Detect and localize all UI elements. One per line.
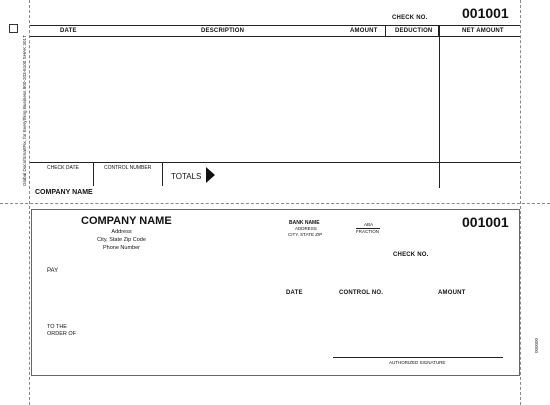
order-of-label: ORDER OF: [47, 331, 77, 337]
check-no-label: CHECK NO.: [393, 252, 429, 258]
side-printer-text: Global Docs/SmartFix, for Everything Business 800-203-6100 SHAK 301T: [22, 35, 27, 186]
bank-city: CITY, STATE ZIP: [288, 232, 323, 237]
check-city-state-zip: City, State Zip Code: [97, 237, 146, 243]
stub-sep-control: [162, 162, 163, 186]
check-phone: Phone Number: [103, 245, 140, 251]
stub-net-column-divider: [439, 25, 440, 188]
bank-address: ADDRESS: [295, 226, 317, 231]
to-the-label: TO THE: [47, 324, 67, 330]
reorder-checkbox[interactable]: [9, 24, 18, 33]
check-address: Address: [111, 229, 132, 235]
check-date-label: DATE: [286, 290, 303, 296]
stub-header-bottom-line: [30, 36, 520, 37]
stub-col-date: DATE: [60, 28, 77, 34]
stub-sep-1: [385, 25, 386, 36]
stub-company-name: COMPANY NAME: [35, 189, 93, 196]
stub-control-number-label: CONTROL NUMBER: [104, 165, 152, 171]
stub-col-amount: AMOUNT: [350, 28, 378, 34]
totals-arrow-icon: [206, 167, 215, 183]
stub-check-date-label: CHECK DATE: [47, 165, 79, 171]
check-control-no-label: CONTROL NO.: [339, 290, 384, 296]
tear-line: [0, 203, 550, 204]
aba-label: ABA: [364, 222, 374, 227]
check-company-name: COMPANY NAME: [81, 215, 172, 227]
stub-col-net-amount: NET AMOUNT: [462, 28, 504, 34]
micr-number: 000000: [534, 338, 539, 354]
stub-totals-line: [30, 162, 520, 163]
stub-sep-check-date: [93, 162, 94, 186]
pay-label: PAY: [47, 268, 59, 274]
signature-line: [333, 357, 503, 358]
fraction-label: FRACTION: [356, 229, 379, 234]
stub-check-no-label: CHECK NO.: [392, 15, 428, 21]
stub-header-top-line: [30, 25, 520, 26]
stub-col-description: DESCRIPTION: [201, 28, 245, 34]
stub-col-deduction: DEDUCTION: [395, 28, 433, 34]
stub-totals-label: TOTALS: [171, 172, 202, 181]
check-number: 001001: [462, 214, 509, 230]
check-amount-label: AMOUNT: [438, 290, 466, 296]
signature-label: AUTHORIZED SIGNATURE: [389, 360, 446, 365]
stub-check-number: 001001: [462, 5, 509, 21]
bank-name: BANK NAME: [289, 220, 320, 226]
